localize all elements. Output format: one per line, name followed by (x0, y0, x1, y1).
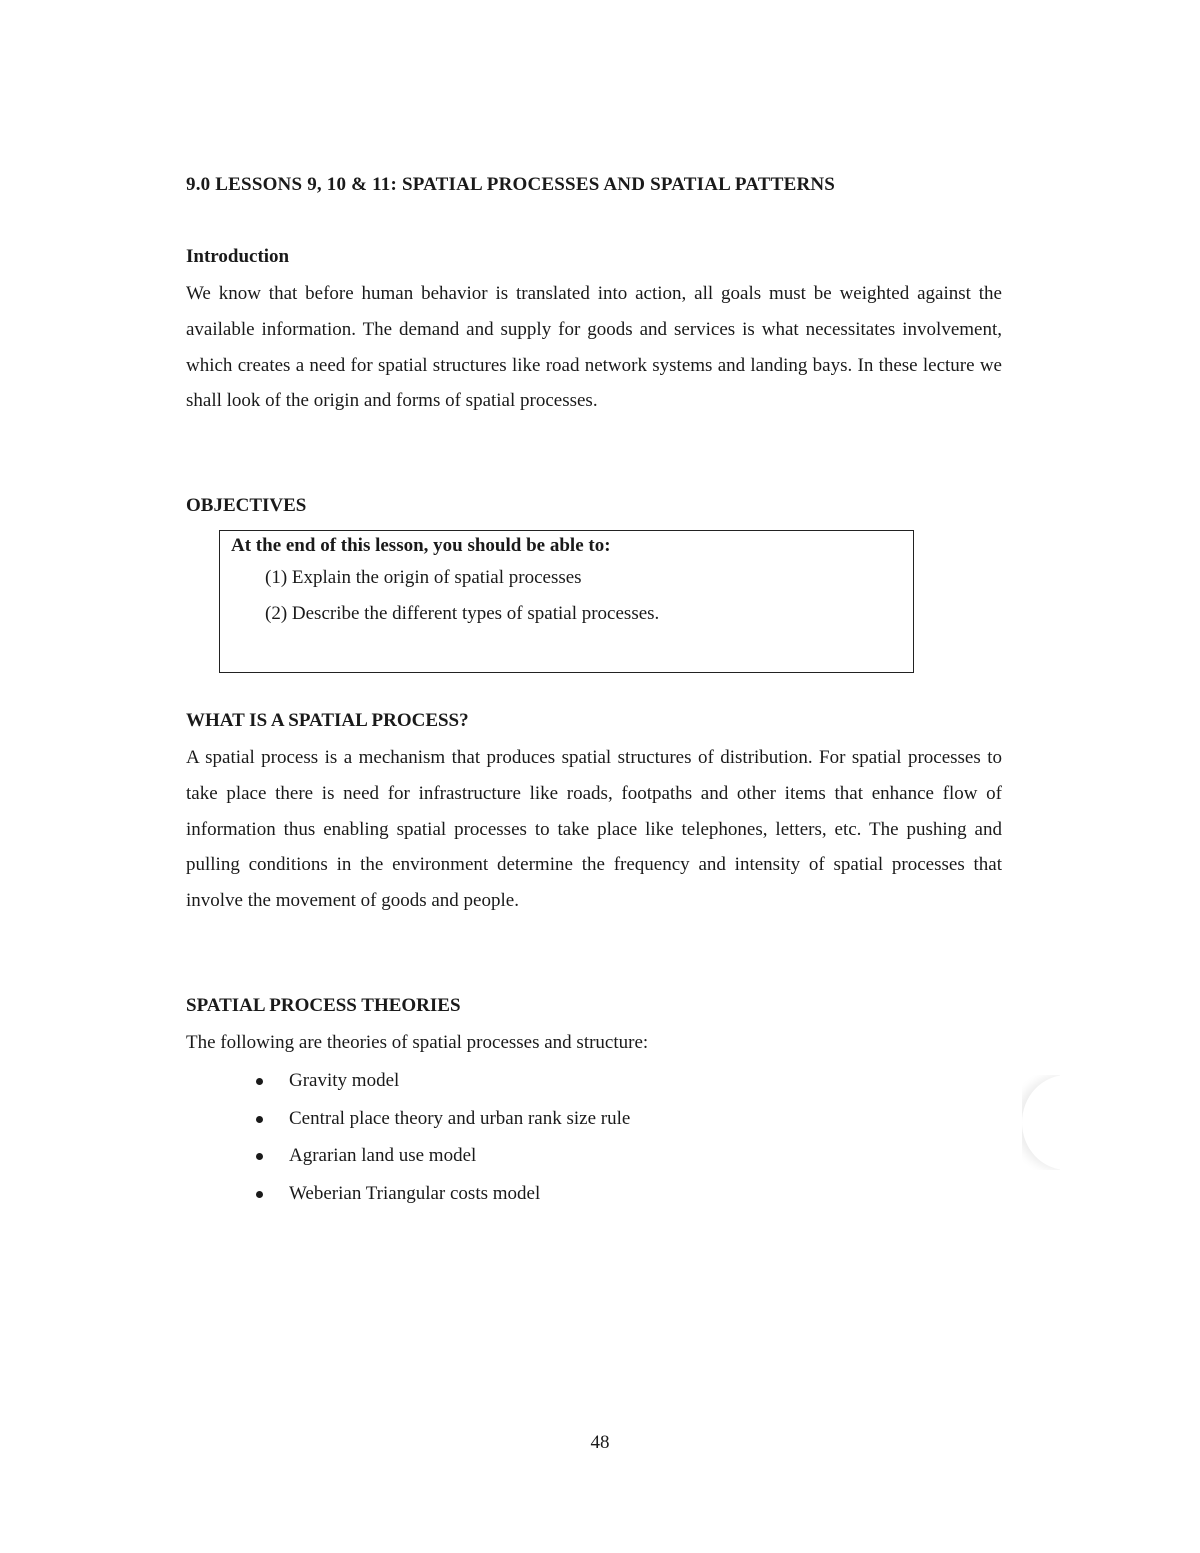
spatial-process-paragraph: A spatial process is a mechanism that produces spatial structures of distribution. For spatial processes to take place there is need for infrastructure like roads, footpaths and other items that enhance flow of information thus enabling spatial processes to take place like telephones, letters, etc. The pushing and pulling conditions in the environment determine the frequency and intensity of spatial processes that involve the movement of goods and people. (186, 747, 1002, 912)
list-item-label: Agrarian land use model (289, 1145, 477, 1167)
introduction-heading: Introduction (186, 246, 290, 267)
page-number: 48 (590, 1432, 610, 1453)
objective-item: (1) Explain the origin of spatial processes (265, 567, 582, 588)
page-curl-shadow (1022, 1075, 1112, 1170)
objectives-box (219, 530, 914, 673)
list-item-label: Weberian Triangular costs model (289, 1182, 541, 1204)
lesson-title: 9.0 LESSONS 9, 10 & 11: SPATIAL PROCESSES AND SPATIAL PATTERNS (186, 174, 836, 195)
list-item (252, 1137, 630, 1175)
theories-intro: The following are theories of spatial processes and structure: (186, 1032, 649, 1053)
bullet-icon (256, 1078, 263, 1085)
theories-list (252, 1062, 630, 1212)
bullet-icon (256, 1116, 263, 1123)
introduction-paragraph: We know that before human behavior is translated into action, all goals must be weighted against the available information. The demand and supply for goods and services is what necessitates involvement, which creates a need for spatial structures like road network systems and landing bays. In these lecture we shall look of the origin and forms of spatial processes. (186, 283, 1002, 412)
spatial-process-heading: WHAT IS A SPATIAL PROCESS? (186, 710, 469, 731)
list-item (252, 1175, 630, 1213)
theories-heading: SPATIAL PROCESS THEORIES (186, 995, 461, 1016)
bullet-icon (256, 1153, 263, 1160)
bullet-icon (256, 1191, 263, 1198)
objectives-lead: At the end of this lesson, you should be able to: (231, 535, 611, 556)
list-item-label: Gravity model (289, 1070, 400, 1091)
list-item-label: Central place theory and urban rank size rule (289, 1107, 631, 1129)
objectives-heading: OBJECTIVES (186, 495, 307, 516)
list-item (252, 1062, 630, 1100)
objective-item: (2) Describe the different types of spatial processes. (265, 603, 660, 624)
list-item (252, 1100, 630, 1138)
